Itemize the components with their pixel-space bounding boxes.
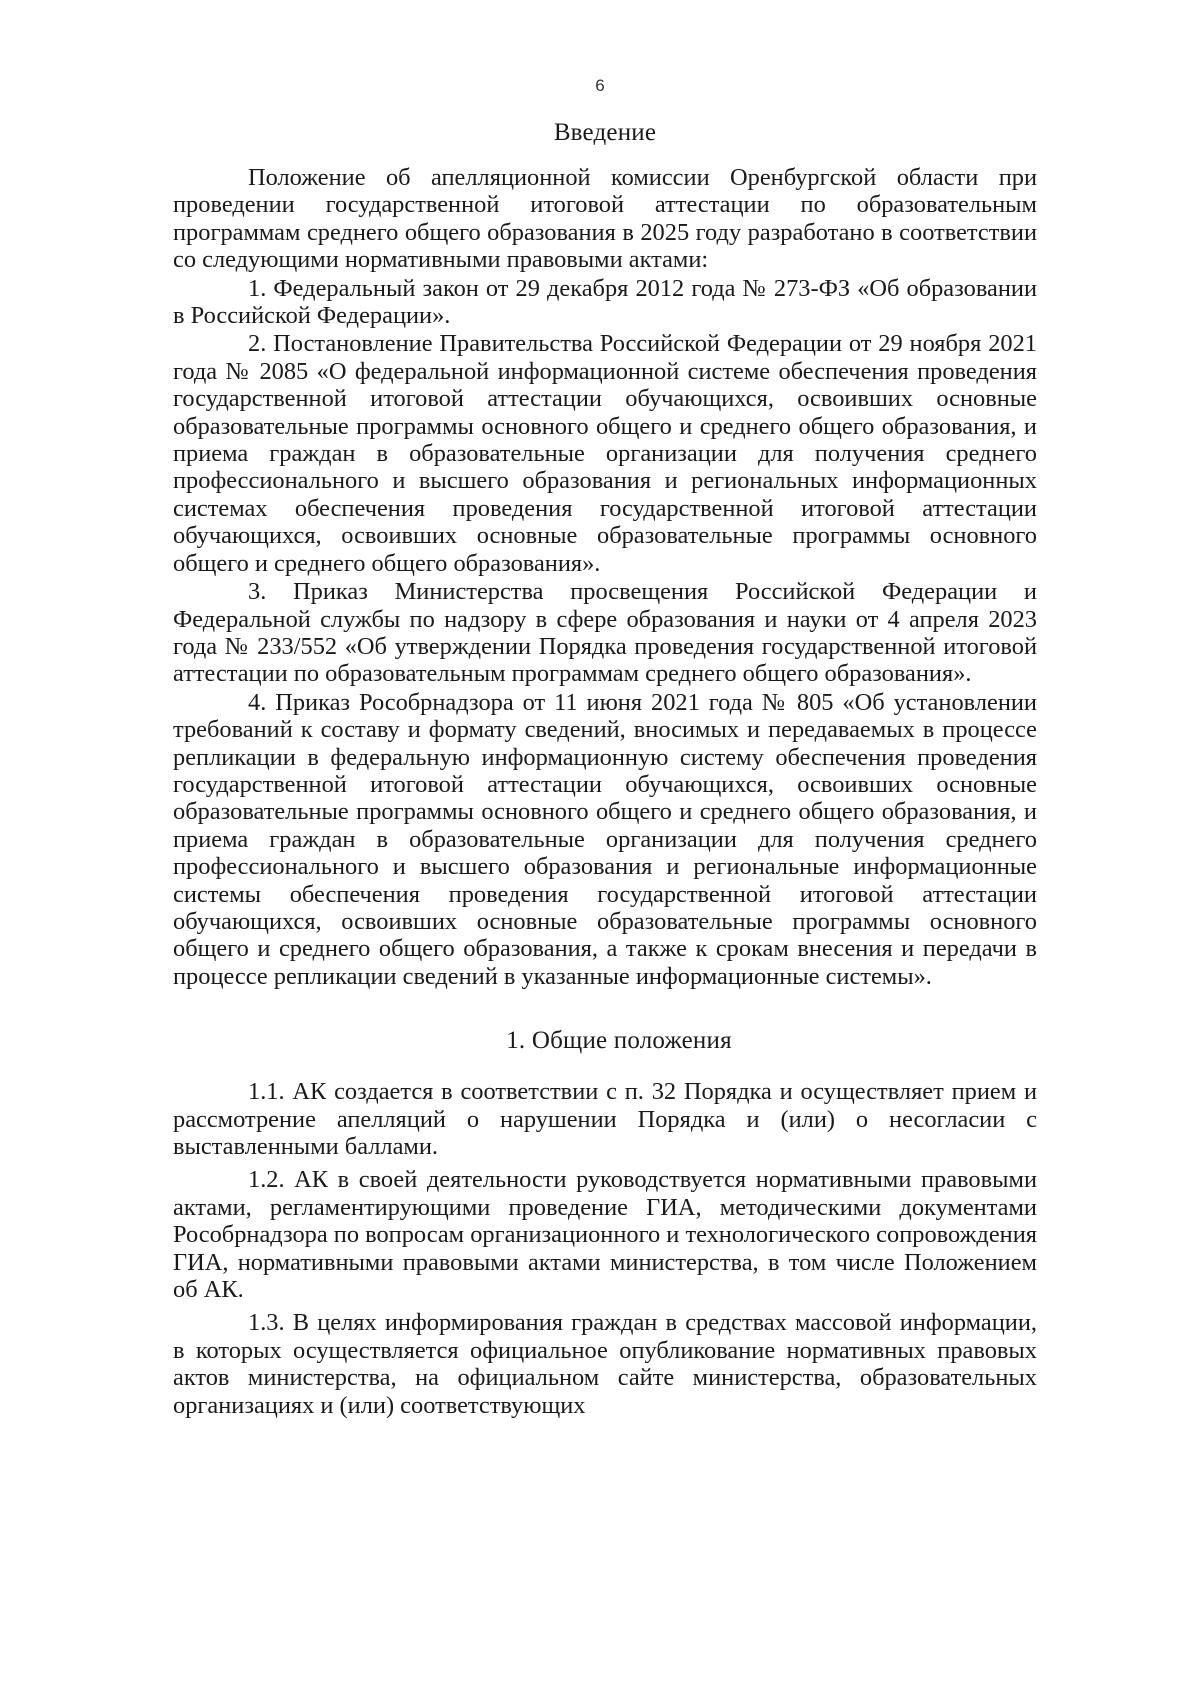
intro-paragraph: 1. Федеральный закон от 29 декабря 2012 года № 273-ФЗ «Об образовании в Российской Федерации». bbox=[173, 274, 1037, 330]
page-number: 6 bbox=[595, 76, 605, 95]
intro-heading: Введение bbox=[553, 119, 657, 146]
intro-body bbox=[173, 164, 1037, 990]
general-paragraph: 1.3. В целях информирования граждан в средствах массовой информации, в которых осуществляется официальное опубликование нормативных правовых актов министерства, на официальном сайте министерства, образовательных организациях и (или) соответствующих bbox=[173, 1309, 1037, 1419]
intro-paragraph: 3. Приказ Министерства просвещения Российской Федерации и Федеральной службы по надзору в сфере образования и науки от 4 апреля 2023 года № 233/552 «Об утверждении Порядка проведения государственной итоговой аттестации по образовательным программам среднего общего образования». bbox=[173, 578, 1037, 688]
general-paragraph: 1.2. АК в своей деятельности руководствуется нормативными правовыми актами, регламентирующими проведение ГИА, методическими документами Рособрнадзора по вопросам организационного и технологического сопровождения ГИА, нормативными правовыми актами министерства, в том числе Положением об АК. bbox=[173, 1166, 1037, 1304]
intro-paragraph: 2. Постановление Правительства Российской Федерации от 29 ноября 2021 года № 2085 «О федеральной информационной системе обеспечения проведения государственной итоговой аттестации обучающихся, освоивших основные образовательные программы основного общего и среднего общего образования, и приема граждан в образовательные организации для получения среднего профессионального и высшего образования и региональных информационных системах обеспечения проведения государственной итоговой аттестации обучающихся, освоивших основные образовательные программы основного общего и среднего общего образования». bbox=[173, 330, 1037, 577]
intro-paragraph: Положение об апелляционной комиссии Оренбургской области при проведении государственной итоговой аттестации по образовательным программам среднего общего образования в 2025 году разработано в соответствии со следующими нормативными правовыми актами: bbox=[173, 164, 1037, 274]
general-provisions-body bbox=[173, 1078, 1037, 1419]
general-paragraph: 1.1. АК создается в соответствии с п. 32 Порядка и осуществляет прием и рассмотрение апелляций о нарушении Порядка и (или) о несогласии с выставленными баллами. bbox=[173, 1078, 1037, 1160]
general-provisions-heading: 1. Общие положения bbox=[506, 1027, 732, 1055]
intro-paragraph: 4. Приказ Рособрнадзора от 11 июня 2021 года № 805 «Об установлении требований к составу и формату сведений, вносимых и передаваемых в процессе репликации в федеральную информационную систему обеспечения проведения государственной итоговой аттестации обучающихся, освоивших основные образовательные программы основного общего и среднего общего образования, и приема граждан в образовательные организации для получения среднего профессионального и высшего образования и региональные информационные системы обеспечения проведения государственной итоговой аттестации обучающихся, освоивших основные образовательные программы основного общего и среднего общего образования, а также к срокам внесения и передачи в процессе репликации сведений в указанные информационные системы». bbox=[173, 688, 1037, 990]
document-content bbox=[173, 118, 1037, 1419]
